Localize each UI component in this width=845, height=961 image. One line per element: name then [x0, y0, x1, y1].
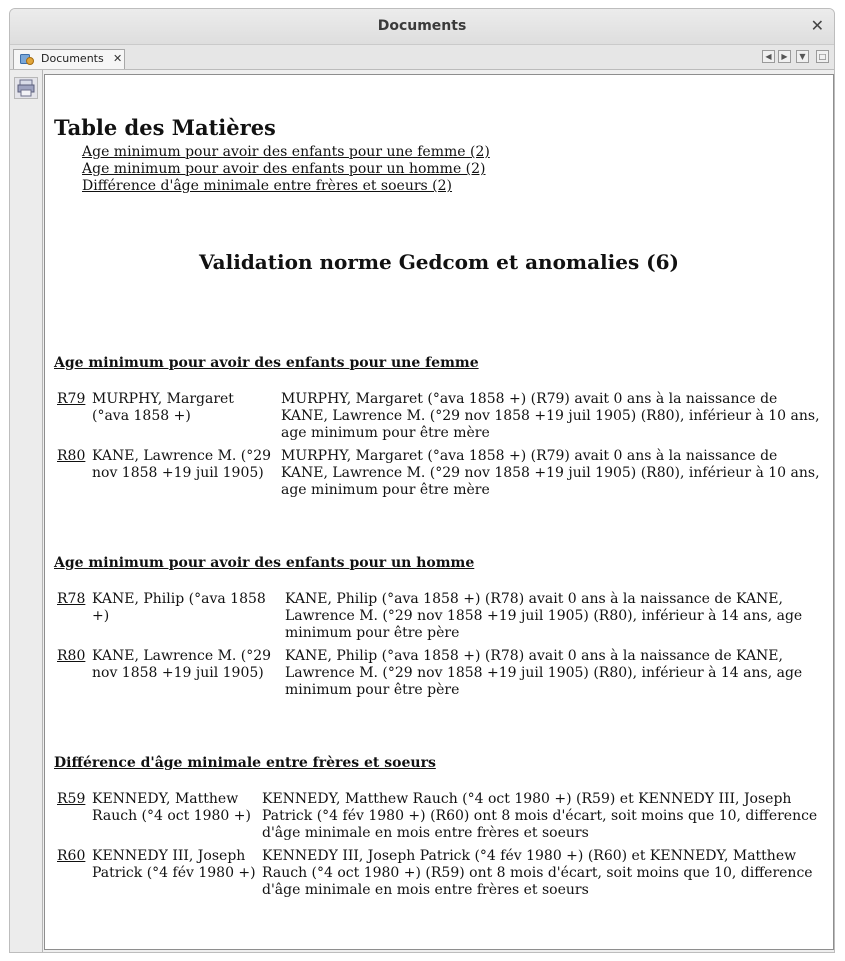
individual-name [92, 848, 256, 882]
individual-name [92, 591, 266, 625]
ref-link[interactable]: R59 [57, 791, 86, 807]
individual-line: MURPHY, Margaret [92, 391, 234, 407]
description-line: KANE, Lawrence M. (°29 nov 1858 +19 juil 1905) (R80), inférieur à 10 ans, [281, 408, 820, 424]
tab-strip [10, 45, 834, 70]
tab-documents[interactable] [13, 49, 125, 69]
individual-line: +) [92, 608, 110, 624]
toc-link-freres-soeurs[interactable]: Différence d'âge minimale entre frères et soeurs (2) [82, 178, 453, 194]
description-line: age minimum pour être mère [281, 425, 490, 441]
description-line: d'âge minimale en mois entre frères et soeurs [262, 882, 589, 898]
individual-line: KANE, Lawrence M. (°29 [92, 648, 272, 664]
individual-line: KANE, Philip (°ava 1858 [92, 591, 266, 607]
scroll-right-icon[interactable]: ▶ [778, 50, 791, 63]
description-line: Lawrence M. (°29 nov 1858 +19 juil 1905) (R80), inférieur à 14 ans, age [285, 665, 803, 681]
description-line: KENNEDY III, Joseph Patrick (°4 fév 1980 +) (R60) et KENNEDY, Matthew [262, 848, 797, 864]
sidebar [10, 70, 43, 953]
individual-line: Rauch (°4 oct 1980 +) [92, 808, 251, 824]
individual-line: nov 1858 +19 juil 1905) [92, 465, 264, 481]
ref-link[interactable]: R80 [57, 648, 86, 664]
ref-link[interactable]: R78 [57, 591, 86, 607]
tab-label: Documents [41, 52, 104, 65]
description-line: minimum pour être père [285, 625, 460, 641]
individual-line: Patrick (°4 fév 1980 +) [92, 865, 256, 881]
documents-icon [20, 53, 34, 65]
individual-line: KENNEDY, Matthew [92, 791, 239, 807]
section-title: Différence d'âge minimale entre frères et soeurs [54, 755, 436, 771]
individual-line: KANE, Lawrence M. (°29 [92, 448, 272, 464]
sidebar-action-button[interactable] [14, 77, 38, 99]
description-line: Lawrence M. (°29 nov 1858 +19 juil 1905) (R80), inférieur à 14 ans, age [285, 608, 803, 624]
anomaly-description [285, 591, 802, 642]
tab-close-icon[interactable]: ✕ [113, 52, 123, 65]
description-line: KANE, Philip (°ava 1858 +) (R78) avait 0 ans à la naissance de KANE, [285, 591, 783, 607]
description-line: Patrick (°4 fév 1980 +) (R60) ont 8 mois d'écart, soit moins que 10, difference [262, 808, 818, 824]
document-view [44, 74, 834, 950]
documents-window [9, 8, 835, 953]
individual-line: (°ava 1858 +) [92, 408, 191, 424]
individual-name [92, 791, 251, 825]
toc-link-femme[interactable]: Age minimum pour avoir des enfants pour une femme (2) [82, 144, 490, 160]
toc-link-homme[interactable]: Age minimum pour avoir des enfants pour un homme (2) [82, 161, 486, 177]
anomaly-description [262, 848, 813, 899]
description-line: KENNEDY, Matthew Rauch (°4 oct 1980 +) (R59) et KENNEDY III, Joseph [262, 791, 792, 807]
ref-link[interactable]: R60 [57, 848, 86, 864]
individual-name [92, 391, 234, 425]
window-title: Documents [377, 18, 467, 34]
description-line: KANE, Philip (°ava 1858 +) (R78) avait 0 ans à la naissance de KANE, [285, 648, 783, 664]
ref-link[interactable]: R80 [57, 448, 86, 464]
description-line: MURPHY, Margaret (°ava 1858 +) (R79) avait 0 ans à la naissance de [281, 391, 778, 407]
close-icon[interactable]: ✕ [810, 16, 824, 35]
printer-icon [15, 78, 37, 98]
toc-title: Table des Matières [54, 115, 276, 140]
scroll-left-icon[interactable]: ◀ [762, 50, 775, 63]
anomaly-description [262, 791, 817, 842]
individual-name [92, 648, 271, 682]
description-line: d'âge minimale en mois entre frères et soeurs [262, 825, 589, 841]
ref-link[interactable]: R79 [57, 391, 86, 407]
individual-line: nov 1858 +19 juil 1905) [92, 665, 264, 681]
main-title: Validation norme Gedcom et anomalies (6) [198, 250, 680, 274]
description-line: Rauch (°4 oct 1980 +) (R59) ont 8 mois d'écart, soit moins que 10, difference [262, 865, 813, 881]
maximize-icon[interactable]: □ [816, 50, 829, 63]
description-line: minimum pour être père [285, 682, 460, 698]
individual-name [92, 448, 271, 482]
section-title: Age minimum pour avoir des enfants pour un homme [54, 555, 475, 571]
anomaly-description [285, 648, 802, 699]
anomaly-description [281, 448, 820, 499]
anomaly-description [281, 391, 820, 442]
section-title: Age minimum pour avoir des enfants pour une femme [54, 355, 479, 371]
description-line: MURPHY, Margaret (°ava 1858 +) (R79) avait 0 ans à la naissance de [281, 448, 778, 464]
description-line: age minimum pour être mère [281, 482, 490, 498]
title-bar [10, 9, 834, 45]
description-line: KANE, Lawrence M. (°29 nov 1858 +19 juil 1905) (R80), inférieur à 10 ans, [281, 465, 820, 481]
individual-line: KENNEDY III, Joseph [92, 848, 246, 864]
dropdown-icon[interactable]: ▼ [796, 50, 809, 63]
